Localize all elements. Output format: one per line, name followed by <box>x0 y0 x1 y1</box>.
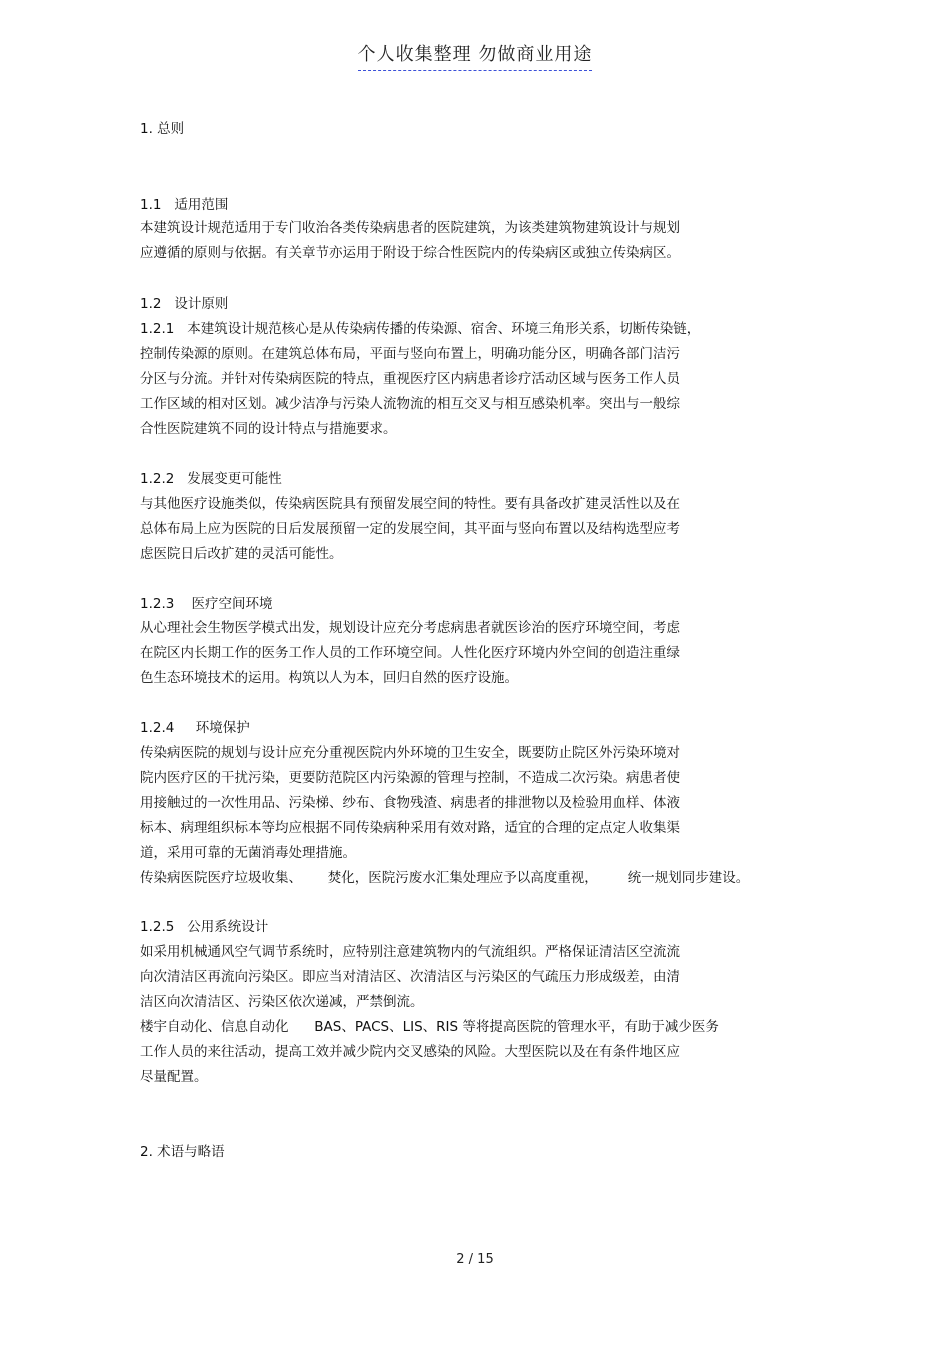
paragraph-line: 1.2.1 本建筑设计规范核心是从传染病传播的传染源、宿舍、环境三角形关系，切断传染链， <box>140 321 701 337</box>
subsection-heading-1-2-3: 1.2.3 医疗空间环境 <box>140 596 273 612</box>
page-number: 2 / 15 <box>456 1252 494 1267</box>
subsection-heading-1-2-4: 1.2.4 环境保护 <box>140 720 250 736</box>
paragraph-line: 虑医院日后改扩建的灵活可能性。 <box>140 546 343 562</box>
paragraph-line: 色生态环境技术的运用。构筑以人为本，回归自然的医疗设施。 <box>140 670 518 686</box>
paragraph-line: 分区与分流。并针对传染病医院的特点，重视医疗区内病患者诊疗活动区域与医务工作人员 <box>140 371 680 387</box>
paragraph-line: 洁区向次清洁区、污染区依次递减，严禁倒流。 <box>140 994 424 1010</box>
header-text: 个人收集整理 勿做商业用途 <box>358 40 593 71</box>
paragraph-line: 应遵循的原则与依据。有关章节亦运用于附设于综合性医院内的传染病区或独立传染病区。 <box>140 245 680 261</box>
paragraph-line: 向次清洁区再流向污染区。即应当对清洁区、次清洁区与污染区的气疏压力形成级差，由清 <box>140 969 680 985</box>
paragraph-line: 本建筑设计规范适用于专门收治各类传染病患者的医院建筑，为该类建筑物建筑设计与规划 <box>140 220 680 236</box>
paragraph-line: 楼宇自动化、信息自动化 BAS、PACS、LIS、RIS 等将提高医院的管理水平，有助于减少医务 <box>140 1019 719 1035</box>
page-header <box>0 40 950 71</box>
paragraph-line: 用接触过的一次性用品、污染梯、纱布、食物残渣、病患者的排泄物以及检验用血样、体液 <box>140 795 680 811</box>
paragraph-line: 从心理社会生物医学模式出发，规划设计应充分考虑病患者就医诊治的医疗环境空间，考虑 <box>140 620 680 636</box>
paragraph-line: 院内医疗区的干扰污染，更要防范院区内污染源的管理与控制，不造成二次污染。病患者使 <box>140 770 680 786</box>
paragraph-line: 传染病医院的规划与设计应充分重视医院内外环境的卫生安全，既要防止院区外污染环境对 <box>140 745 680 761</box>
paragraph-line: 工作区域的相对区划。减少洁净与污染人流物流的相互交叉与相互感染机率。突出与一般综 <box>140 396 680 412</box>
subsection-heading-1-2-2: 1.2.2 发展变更可能性 <box>140 471 282 487</box>
paragraph-line: 合性医院建筑不同的设计特点与措施要求。 <box>140 421 397 437</box>
section-heading-1: 1. 总则 <box>140 121 185 137</box>
paragraph-line: 在院区内长期工作的医务工作人员的工作环境空间。人性化医疗环境内外空间的创造注重绿 <box>140 645 680 661</box>
paragraph-line: 控制传染源的原则。在建筑总体布局，平面与竖向布置上，明确功能分区，明确各部门洁污 <box>140 346 680 362</box>
paragraph-line: 如采用机械通风空气调节系统时，应特别注意建筑物内的气流组织。严格保证清洁区空流流 <box>140 944 680 960</box>
subsection-heading-1-1: 1.1 适用范围 <box>140 197 229 213</box>
paragraph-line: 标本、病理组织标本等均应根据不同传染病种采用有效对路，适宜的合理的定点定人收集渠 <box>140 820 680 836</box>
paragraph-line: 工作人员的来往活动，提高工效并减少院内交叉感染的风险。大型医院以及在有条件地区应 <box>140 1044 680 1060</box>
paragraph-line: 传染病医院医疗垃圾收集、 焚化，医院污废水汇集处理应予以高度重视， 统一规划同步建设。 <box>140 870 750 886</box>
subsection-heading-1-2-5: 1.2.5 公用系统设计 <box>140 919 269 935</box>
section-heading-2: 2. 术语与略语 <box>140 1144 225 1160</box>
paragraph-line: 尽量配置。 <box>140 1069 208 1085</box>
paragraph-line: 总体布局上应为医院的日后发展预留一定的发展空间，其平面与竖向布置以及结构选型应考 <box>140 521 680 537</box>
paragraph-line: 道，采用可靠的无菌消毒处理措施。 <box>140 845 356 861</box>
subsection-heading-1-2: 1.2 设计原则 <box>140 296 229 312</box>
paragraph-line: 与其他医疗设施类似，传染病医院具有预留发展空间的特性。要有具备改扩建灵活性以及在 <box>140 496 680 512</box>
